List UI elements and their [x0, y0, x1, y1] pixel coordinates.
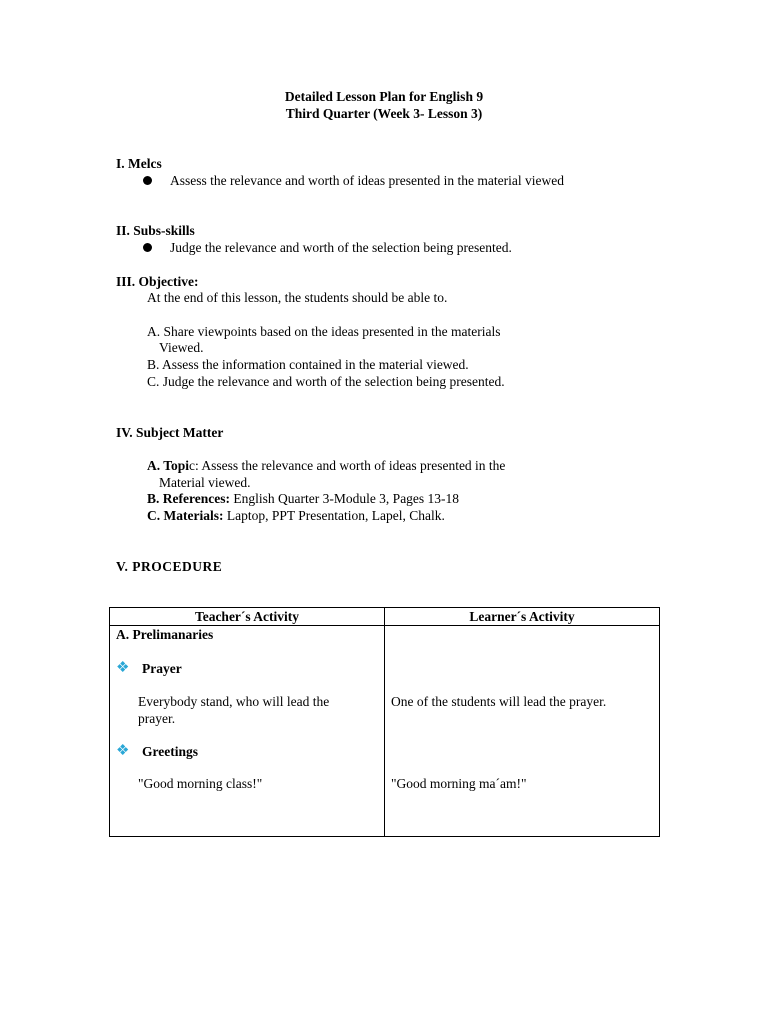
objective-item-a-continued: Viewed. — [159, 340, 204, 355]
references-text: English Quarter 3-Module 3, Pages 13-18 — [229, 491, 460, 506]
document-subtitle: Third Quarter (Week 3- Lesson 3) — [285, 106, 483, 121]
section-procedure-heading: V. PROCEDURE — [116, 559, 223, 574]
subject-references — [147, 490, 459, 507]
learner-activity-header: Learner´s Activity — [385, 608, 660, 626]
materials-text: Laptop, PPT Presentation, Lapel, Chalk. — [223, 508, 445, 523]
prayer-heading: Prayer — [142, 661, 182, 676]
greetings-heading: Greetings — [142, 744, 198, 759]
objective-item-b: B. Assess the information contained in the material viewed. — [147, 357, 469, 372]
prayer-learner-text: One of the students will lead the prayer. — [391, 694, 607, 709]
document-title: Detailed Lesson Plan for English 9 — [284, 89, 484, 104]
melcs-item: Assess the relevance and worth of ideas presented in the material viewed — [170, 173, 564, 188]
procedure-table — [109, 607, 660, 837]
teacher-activity-header: Teacher´s Activity — [110, 608, 385, 626]
section-subject-matter-heading: IV. Subject Matter — [116, 425, 224, 440]
subskills-item: Judge the relevance and worth of the selection being presented. — [170, 240, 512, 255]
objective-item-c: C. Judge the relevance and worth of the selection being presented. — [147, 374, 505, 389]
preliminaries-heading: A. Prelimanaries — [116, 627, 214, 642]
bullet-icon — [143, 176, 152, 185]
bullet-icon — [143, 243, 152, 252]
section-objective-heading: III. Objective: — [116, 274, 199, 289]
greetings-teacher-text: "Good morning class!" — [138, 776, 263, 791]
diamond-bullet-icon: ❖ — [116, 743, 130, 759]
section-subskills-heading: II. Subs-skills — [116, 223, 195, 238]
greetings-learner-text: "Good morning ma´am!" — [391, 776, 527, 791]
table-header-row — [110, 608, 660, 626]
learner-activity-cell — [385, 626, 660, 837]
teacher-activity-cell — [110, 626, 385, 837]
objective-item-a: A. Share viewpoints based on the ideas presented in the materials — [147, 324, 501, 339]
topic-label: A. Topi — [147, 458, 190, 473]
subject-topic-continued: Material viewed. — [159, 475, 251, 490]
materials-label: C. Materials: — [147, 508, 224, 523]
objective-intro: At the end of this lesson, the students should be able to. — [147, 290, 448, 305]
subject-topic — [147, 457, 505, 474]
section-melcs-heading: I. Melcs — [116, 156, 162, 171]
topic-text: c: Assess the relevance and worth of ideas presented in the — [189, 458, 506, 473]
references-label: B. References: — [147, 491, 230, 506]
subject-materials — [147, 507, 445, 524]
prayer-teacher-text-continued: prayer. — [138, 711, 176, 726]
table-row — [110, 626, 660, 837]
prayer-teacher-text: Everybody stand, who will lead the — [138, 694, 330, 709]
diamond-bullet-icon: ❖ — [116, 660, 130, 676]
